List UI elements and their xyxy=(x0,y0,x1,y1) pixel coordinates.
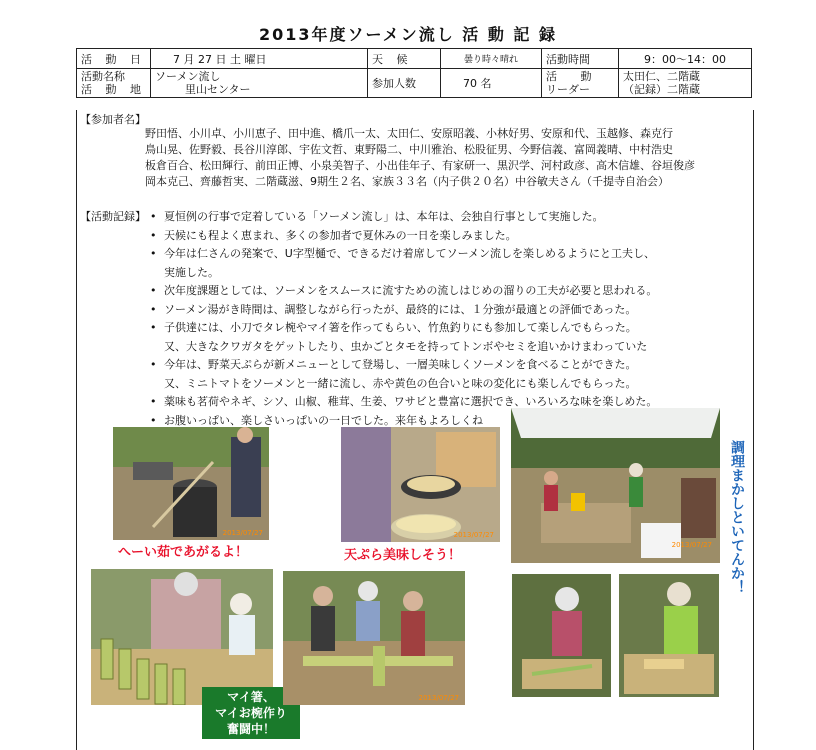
caption-crafting-line: マイ箸、 xyxy=(227,690,275,704)
participants-line: 岡本克己、齊藤哲実、二階蔵滋、9期生２名、家族３３名（内子供２０名）中谷敏夫さん（千提寺自治会） xyxy=(145,175,669,188)
time-value: 9：00～14：00 xyxy=(619,49,752,69)
leader-label-2: リーダー xyxy=(546,83,590,96)
name-place-value xyxy=(151,69,368,98)
participants-label: 参加人数 xyxy=(368,69,441,98)
caption-crafting-line: 奮闘中！ xyxy=(226,722,275,736)
weather-label: 天 候 xyxy=(368,49,441,69)
name-place-label xyxy=(77,69,151,98)
caption-vertical: 調理まかしといてんか！ xyxy=(729,440,745,594)
info-row-1 xyxy=(77,49,752,69)
photo-tent-kitchen-image xyxy=(511,408,720,563)
photo-date: 2013/07/27 xyxy=(671,541,712,549)
time-label: 活動時間 xyxy=(542,49,619,69)
participants-list xyxy=(145,126,695,190)
photo-boiling-noodles xyxy=(113,427,269,540)
weather-value: 曇り時々晴れ xyxy=(441,49,542,69)
photo-group-bamboo-image xyxy=(283,571,465,705)
activity-item: • お腹いっぱい、楽しさいっぱいの一日でした。来年もよろしくね xyxy=(150,412,657,431)
activity-header: 【活動記録】 xyxy=(80,210,146,223)
activity-item: • 薬味も茗荷やネギ、シソ、山椒、稚茸、生姜、ワサビと豊富に選択でき、いろいろな味を楽しめた。 xyxy=(150,393,657,412)
photo-tempura xyxy=(341,427,500,542)
activity-item: • ソーメン湯がき時間は、調整しながら行ったが、最終的には、１分強が最適との評価であった。 xyxy=(150,301,657,320)
activity-item: • 今年は仁さんの発案で、U字型樋で、できるだけ着席してソーメン流しを楽しめるようにと工夫し、 xyxy=(150,245,657,264)
leader-label-1: 活 動 xyxy=(546,70,602,83)
leader-value-2: （記録）二階蔵 xyxy=(623,83,700,96)
photo-kids-crafting xyxy=(91,569,273,705)
caption-crafting-line: マイお椀作り xyxy=(215,706,287,720)
activity-item: • 次年度課題としては、ソーメンをスムースに流すための流しはじめの溜りの工夫が必要と思われる。 xyxy=(150,282,657,301)
activity-item: • 子供達には、小刀でタレ椀やマイ箸を作ってもらい、竹魚釣りにも参加して楽しんでもらった。 xyxy=(150,319,657,338)
info-table xyxy=(76,48,752,98)
participants-line: 板倉百合、松田輝行、前田正博、小泉美智子、小出佳年子、有家研一、黒沢学、河村政彦、高木信雄、谷垣俊彦 xyxy=(145,159,695,172)
photo-cutting-2 xyxy=(619,574,719,697)
activity-item: • 天候にも程よく恵まれ、多くの参加者で夏休みの一日を楽しみました。 xyxy=(150,227,657,246)
photo-cutting-1-image xyxy=(512,574,611,697)
photo-tempura-image xyxy=(341,427,500,542)
leader-label xyxy=(542,69,619,98)
activity-item: • 今年は、野菜天ぷらが新メニューとして登場し、一層美味しくソーメンを食べることができた。 xyxy=(150,356,657,375)
page-title: 2013年度ソーメン流し 活 動 記 録 xyxy=(258,25,557,44)
photo-date: 2013/07/27 xyxy=(453,531,494,539)
activity-item-cont: 又、ミニトマトをソーメンと一緒に流し、赤や黄色の色合いと味の変化にも楽しんでもらった。 xyxy=(164,376,637,390)
photo-date: 2013/07/27 xyxy=(222,529,263,537)
place-label: 活 動 地 xyxy=(81,83,146,96)
participants-line: 鳥山晃、佐野毅、長谷川淳郎、宇佐文哲、東野陽二、中川雅治、松股征男、今野信義、富岡義晴、中村浩史 xyxy=(145,143,673,156)
activity-list xyxy=(150,208,657,430)
place-value: 里山センター xyxy=(185,83,251,96)
date-value: 7 月 27 日 土 曜日 xyxy=(151,49,368,69)
photo-cutting-2-image xyxy=(619,574,719,697)
name-value: ソーメン流し xyxy=(155,70,221,83)
photo-cutting-1 xyxy=(512,574,611,697)
photo-group-bamboo xyxy=(283,571,465,705)
activity-item: • 夏恒例の行事で定着している「ソーメン流し」は、本年は、会独自行事として実施した。 xyxy=(150,208,657,227)
name-label: 活動名称 xyxy=(81,70,125,83)
info-row-2 xyxy=(77,69,752,98)
photo-boiling-noodles-image xyxy=(113,427,269,540)
photo-tent-kitchen xyxy=(511,408,720,563)
leader-value xyxy=(619,69,752,98)
photo-date: 2013/07/27 xyxy=(418,694,459,702)
participants-header: 【参加者名】 xyxy=(80,113,146,126)
photo-kids-crafting-image xyxy=(91,569,273,705)
activity-item-cont: 又、大きなクワガタをゲットしたり、虫かごとタモを持ってトンボやセミを追いかけまわっていた xyxy=(164,339,648,353)
participants-line: 野田悟、小川卓、小川恵子、田中進、橋爪一太、太田仁、安原昭義、小林好男、安原和代、玉越修、森克行 xyxy=(145,127,673,140)
caption-tempura: 天ぷら美味しそう！ xyxy=(344,548,462,563)
leader-value-1: 太田仁、二階蔵 xyxy=(623,70,700,83)
participants-value: 70 名 xyxy=(441,69,542,98)
date-label: 活 動 日 xyxy=(77,49,151,69)
activity-item-cont: 実施した。 xyxy=(164,265,219,279)
caption-boiling: へーい茹であがるよ！ xyxy=(118,545,249,560)
